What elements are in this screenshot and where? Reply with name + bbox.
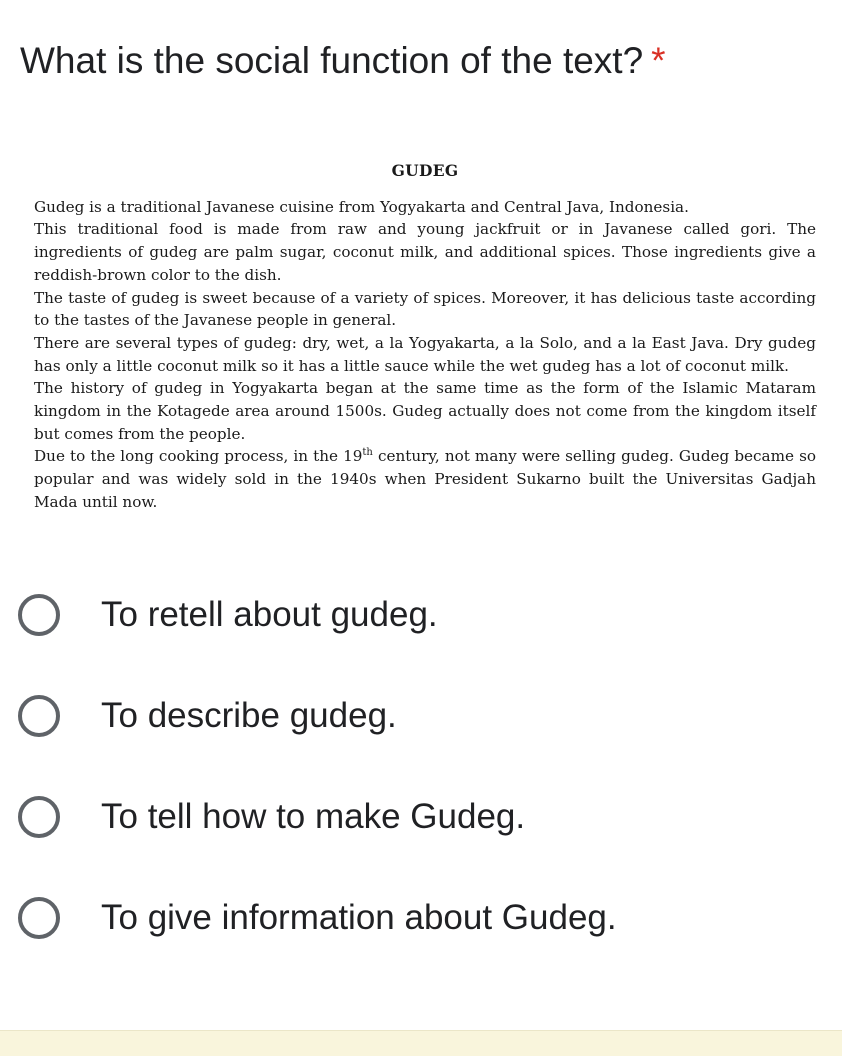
question-title: [20, 38, 820, 84]
radio-button-icon[interactable]: [18, 594, 60, 636]
option-label[interactable]: To tell how to make Gudeg.: [101, 797, 526, 836]
option-how-to-make[interactable]: [18, 787, 818, 847]
article-paragraph: [34, 445, 816, 513]
article-title: GUDEG: [391, 161, 459, 180]
option-describe[interactable]: [18, 686, 818, 746]
article-paragraph: Gudeg is a traditional Javanese cuisine from Yogyakarta and Central Java, Indonesia.: [34, 197, 689, 216]
question-text: What is the social function of the text?: [20, 40, 644, 81]
option-retell[interactable]: [18, 585, 818, 645]
article-image: [34, 160, 816, 514]
radio-button-icon[interactable]: [18, 897, 60, 939]
footer-bar: [0, 1030, 842, 1056]
option-label[interactable]: To give information about Gudeg.: [101, 898, 617, 937]
article-paragraph: This traditional food is made from raw and young jackfruit or in Javanese called gori. The ingredients of gudeg are palm sugar, coconut milk, and additional spices. Those ingredients give a reddish-brown color to the dish.: [34, 220, 816, 284]
radio-button-icon[interactable]: [18, 695, 60, 737]
article-paragraph: There are several types of gudeg: dry, wet, a la Yogyakarta, a la Solo, and a la East Java. Dry gudeg has only a little coconut milk so it has a little sauce while the wet gudeg has a lot of coconut milk.: [34, 333, 816, 375]
required-asterisk: *: [651, 40, 666, 81]
radio-button-icon[interactable]: [18, 796, 60, 838]
option-give-information[interactable]: [18, 888, 818, 948]
article-text: Due to the long cooking process, in the 19: [34, 447, 363, 466]
option-label[interactable]: To describe gudeg.: [101, 696, 397, 735]
option-label[interactable]: To retell about gudeg.: [101, 595, 438, 634]
article-paragraph: The history of gudeg in Yogyakarta began at the same time as the form of the Islamic Mataram kingdom in the Kotagede area around 1500s. Gudeg actually does not come from the kingdom itself but comes from the people.: [34, 379, 816, 443]
ordinal-superscript: th: [362, 447, 373, 459]
article-paragraph: The taste of gudeg is sweet because of a variety of spices. Moreover, it has delicious taste according to the tastes of the Javanese people in general.: [34, 288, 816, 330]
article-text: century, not many were selling gudeg. Gudeg became so popular and was widely sold in the 1940s when President Sukarno built the Universitas Gadjah Mada until now.: [34, 447, 817, 511]
